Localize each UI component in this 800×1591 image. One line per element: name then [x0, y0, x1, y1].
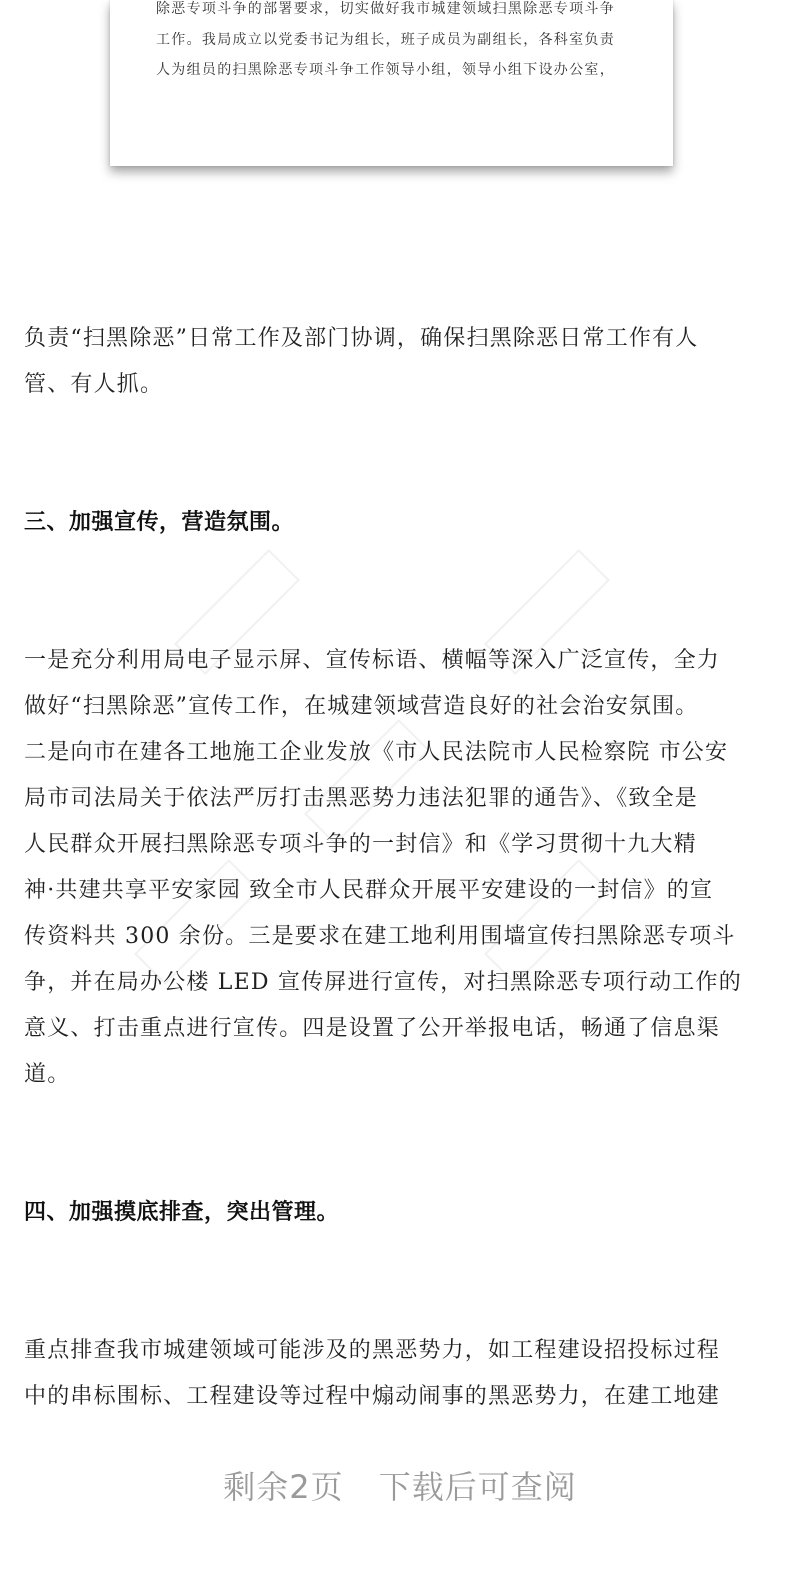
- text-line: 做好“扫黑除恶”宣传工作，在城建领域营造良好的社会治安氛围。: [24, 694, 699, 719]
- preview-line: 工作。我局成立以党委书记为组长，班子成员为副组长，各科室负责: [156, 31, 615, 48]
- download-to-view-label[interactable]: 下载后可查阅: [378, 1468, 577, 1506]
- page-preview-card: [110, 0, 673, 166]
- text-line: 争，并在局办公楼 LED 宣传屏进行宣传，对扫黑除恶专项行动工作的: [24, 970, 742, 995]
- download-prompt[interactable]: [0, 1462, 800, 1508]
- remaining-pages-label: 剩余2页: [223, 1468, 344, 1506]
- section-heading-investigation: 四、加强摸底排查，突出管理。: [24, 1200, 340, 1225]
- text-line: 神·共建共享平安家园 致全市人民群众开展平安建设的一封信》的宣: [24, 878, 714, 903]
- text-line: 一是充分利用局电子显示屏、宣传标语、横幅等深入广泛宣传，全力: [24, 648, 721, 673]
- text-line: 意义、打击重点进行宣传。四是设置了公开举报电话，畅通了信息渠: [24, 1016, 721, 1041]
- paragraph-investigation: [24, 1328, 776, 1420]
- text-line: 中的串标围标、工程建设等过程中煽动闹事的黑恶势力，在建工地建: [24, 1384, 721, 1409]
- text-line: 重点排查我市城建领域可能涉及的黑恶势力，如工程建设招投标过程: [24, 1338, 721, 1363]
- preview-line: 人为组员的扫黑除恶专项斗争工作领导小组，领导小组下设办公室，: [156, 62, 615, 78]
- text-line: 二是向市在建各工地施工企业发放《市人民法院市人民检察院 市公安: [24, 740, 729, 765]
- document-body: [24, 316, 776, 1420]
- paragraph-publicity: [24, 638, 776, 1098]
- text-line: 道。: [24, 1062, 71, 1087]
- text-line: 人民群众开展扫黑除恶专项斗争的一封信》和《学习贯彻十九大精: [24, 832, 697, 857]
- text-line: 管、有人抓。: [24, 372, 164, 397]
- text-line: 传资料共 300 余份。三是要求在建工地利用围墙宣传扫黑除恶专项斗: [24, 924, 736, 949]
- preview-line: 除恶专项斗争的部署要求，切实做好我市城建领域扫黑除恶专项斗争: [156, 1, 615, 17]
- text-line: 负责“扫黑除恶”日常工作及部门协调，确保扫黑除恶日常工作有人: [24, 326, 699, 351]
- text-line: 局市司法局关于依法严厉打击黑恶势力违法犯罪的通告》、《致全是: [24, 786, 699, 811]
- paragraph-office-duties: [24, 316, 776, 408]
- section-heading-publicity: 三、加强宣传，营造氛围。: [24, 510, 295, 535]
- preview-paragraph: [156, 0, 636, 86]
